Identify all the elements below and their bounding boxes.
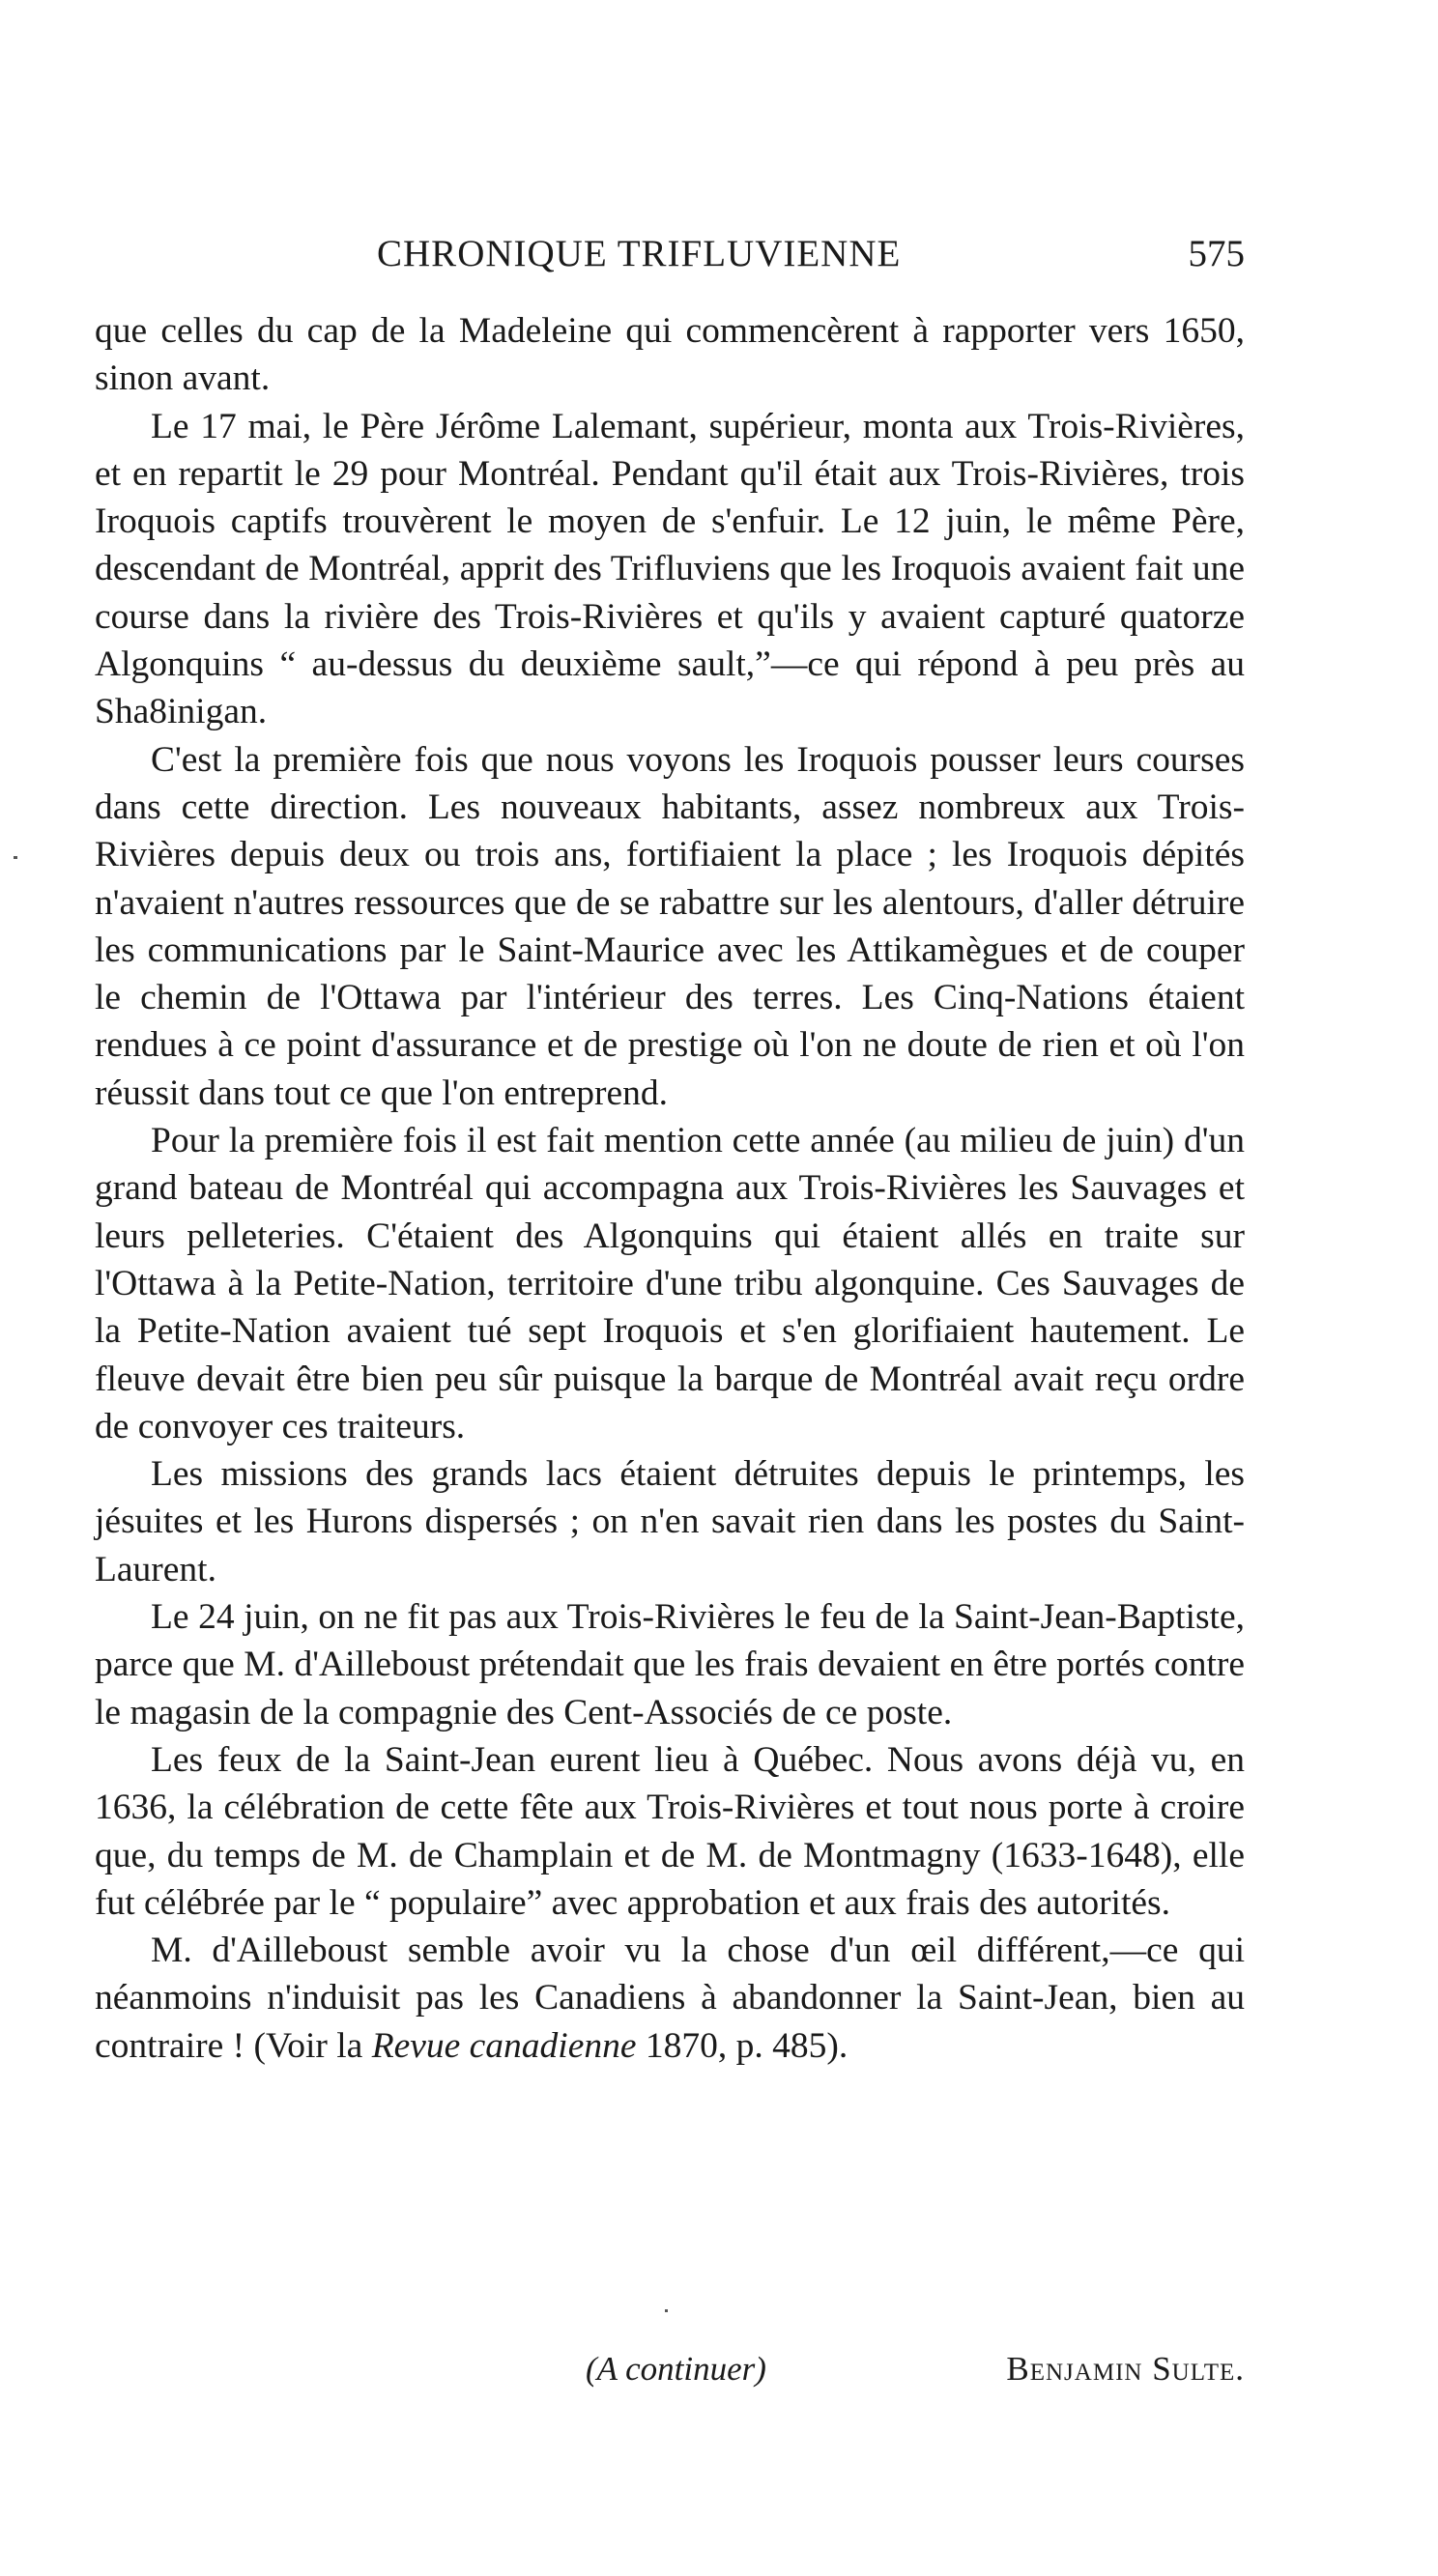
paragraph-continued: que celles du cap de la Madeleine qui commencèrent à rapporter vers 1650, sinon avant. <box>95 311 1245 399</box>
paragraph-missions: Les missions des grands lacs étaient détruites depuis le printemps, les jésuites et les Hurons dispersés ; on n'en savait rien dans les postes du Saint-Laurent. <box>95 1454 1245 1589</box>
ink-speck <box>665 2309 668 2312</box>
paragraph-ailleboust-citation: 1870, p. 485). <box>636 2025 848 2066</box>
running-title: CHRONIQUE TRIFLUVIENNE <box>377 233 902 274</box>
paragraph-lalemant: Le 17 mai, le Père Jérôme Lalemant, supérieur, monta aux Trois-Rivières, et en repartit le 29 pour Montréal. Pendant qu'il était aux Trois-Rivières, trois Iroquois captifs trouvèrent le moyen de s'enfuir. Le 12 juin, le même Père, descendant de Montréal, apprit des Trifluviens que les Iroquois avaient fait une course dans la rivière des Trois-Rivières et qu'ils y avaient capturé quatorze Algonquins “ au-dessus du deuxième sault,”—ce qui répond à peu près au Sha8inigan. <box>95 406 1245 732</box>
page-header <box>95 232 1245 280</box>
page-number: 575 <box>1188 233 1245 274</box>
paragraph-grand-bateau: Pour la première fois il est fait mention cette année (au milieu de juin) d'un grand bateau de Montréal qui accompagna aux Trois-Rivières les Sauvages et leurs pelleteries. C'étaient des Algonquins qui étaient allés en traite sur l'Ottawa à la Petite-Nation, territoire d'une tribu algonquine. Ces Sauvages de la Petite-Nation avaient tué sept Iroquois et s'en glorifiaient hautement. Le fleuve devait être bien peu sûr puisque la barque de Montréal avait reçu ordre de convoyer ces traiteurs. <box>95 1121 1245 1446</box>
page-footer <box>95 2350 1245 2398</box>
body-text <box>95 307 1245 2070</box>
paragraph-ailleboust <box>95 1927 1245 2070</box>
paragraph-feux-quebec: Les feux de la Saint-Jean eurent lieu à Québec. Nous avons déjà vu, en 1636, la célébration de cette fête aux Trois-Rivières et tout nous porte à croire que, du temps de M. de Champlain et de M. de Montmagny (1633-1648), elle fut célébrée par le “ populaire” avec approbation et aux frais des autorités. <box>95 1739 1245 1923</box>
revue-canadienne-title: Revue canadienne <box>371 2025 637 2066</box>
author-signature: Benjamin Sulte. <box>1006 2350 1245 2388</box>
continuation-note: (A continuer) <box>586 2350 766 2388</box>
paragraph-ailleboust-text: M. d'Ailleboust semble avoir vu la chose d'un œil différent,—ce qui néanmoins n'induisit pas les Canadiens à abandonner la Saint-Jean, bien au contraire ! (Voir la <box>95 1931 1245 2066</box>
margin-speck <box>14 856 17 859</box>
paragraph-saint-jean-baptiste: Le 24 juin, on ne fit pas aux Trois-Rivières le feu de la Saint-Jean-Baptiste, parce que M. d'Ailleboust prétendait que les frais devaient en être portés contre le magasin de la compagnie des Cent-Associés de ce poste. <box>95 1597 1245 1732</box>
paragraph-iroquois-courses: C'est la première fois que nous voyons les Iroquois pousser leurs courses dans cette direction. Les nouveaux habitants, assez nombreux aux Trois-Rivières depuis deux ou trois ans, fortifiaient la place ; les Iroquois dépités n'avaient n'autres ressources que de se rabattre sur les alentours, d'aller détruire les communications par le Saint-Maurice avec les Attikamègues et de couper le chemin de l'Ottawa par l'intérieur des terres. Les Cinq-Nations étaient rendues à ce point d'assurance et de prestige où l'on ne doute de rien et où l'on réussit dans tout ce que l'on entreprend. <box>95 739 1245 1113</box>
